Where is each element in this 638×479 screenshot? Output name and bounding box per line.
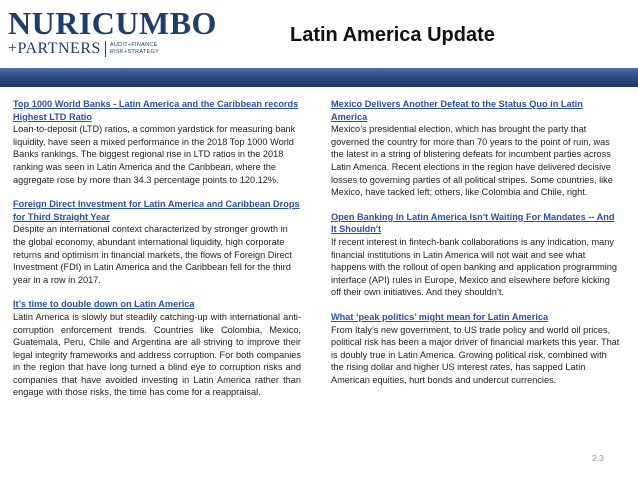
page-title: Latin America Update <box>290 24 495 46</box>
news-body: Latin America is slowly but steadily catching-up with international anti-corruption enforcement trends. Countries like Colombia, Mexico, Guatemala, Peru, Chile and Argentina are all striving to improve their legal integrity frameworks and address corruption. For both companies in the region that have long turned a blind eye to corruption risks and companies that have avoided investing in Latin America rather than engage with those risks, the time has come for a reappraisal. <box>13 311 301 398</box>
news-body: Loan-to-deposit (LTD) ratios, a common yardstick for measuring bank liquidity, have seen a mixed performance in the 2018 Top 1000 World Banks rankings. The biggest regional rise in LTD ratios in the 2018 ranking was seen in Latin America and the Caribbean, where the aggregate rose by more than 34.3 percentage points to 120.12%. <box>13 124 296 185</box>
news-headline-link[interactable]: Foreign Direct Investment for Latin America and Caribbean Drops for Third Straight Year <box>13 199 300 222</box>
news-body: From Italy’s new government, to US trade policy and world oil prices, political risk has been a major driver of financial markets this year. That is doubly true in Latin America. Growing political risk, combined with the rising dollar and higher US interest rates, has sapped Latin American equities, hurt bonds and undercut currencies. <box>331 324 620 385</box>
left-column <box>13 98 301 411</box>
news-body: Mexico’s presidential election, which has brought the party that governed the country for more than 70 years to the point of ruin, was the latest in a string of blistering defeats for incumbent parties across Latin America. Recent elections in the region have delivered decisive losses to governing parties of all political stripes. Some countries, like Mexico, have tacked left; others, like Colombia and Chile, right. <box>331 124 613 198</box>
logo-subline <box>8 40 159 58</box>
news-item <box>331 98 621 199</box>
news-body: Despite an international context characterized by stronger growth in the global economy, abundant international liquidity, high corporate returns and optimism in financial markets, the flows of Foreign Direct Investment (FDI) in Latin America and the Caribbean fell for the third year in a row in 2017. <box>13 224 292 285</box>
news-headline-link[interactable]: It’s time to double down on Latin America <box>13 299 195 310</box>
logo-partners: +PARTNERS <box>8 40 101 57</box>
company-logo <box>8 5 217 62</box>
news-item <box>13 98 301 186</box>
logo-divider <box>105 41 106 57</box>
news-item <box>13 298 301 399</box>
news-headline-link[interactable]: Top 1000 World Banks - Latin America and the Caribbean records Highest LTD Ratio <box>13 99 299 122</box>
news-headline-link[interactable]: Mexico Delivers Another Defeat to the Status Quo in Latin America <box>331 99 583 122</box>
logo-tag-audit: AUDIT+FINANCE <box>109 42 158 48</box>
news-headline-link[interactable]: What ‘peak politics’ might mean for Latin America <box>331 311 549 322</box>
logo-tag-risk: RISK+STRATEGY <box>109 49 160 55</box>
news-item <box>331 211 621 299</box>
right-column <box>331 98 621 398</box>
header-band <box>0 68 638 87</box>
logo-tagline <box>110 42 159 56</box>
page-number: 2.3 <box>592 453 604 463</box>
slide-header <box>0 0 638 68</box>
logo-wordmark: NURICUMBO <box>8 5 217 41</box>
news-body: If recent interest in fintech-bank collaborations is any indication, many financial institutions in Latin America will not wait and see what happens with the rollout of open banking and application programming interface (API) rules in Europe, Mexico and elsewhere before kicking off their own initiatives. And they shouldn’t. <box>331 236 618 298</box>
news-item <box>331 311 621 387</box>
news-item <box>13 198 301 286</box>
news-headline-link[interactable]: Open Banking In Latin America Isn't Waiting For Mandates -- And It Shouldn't <box>331 211 615 235</box>
